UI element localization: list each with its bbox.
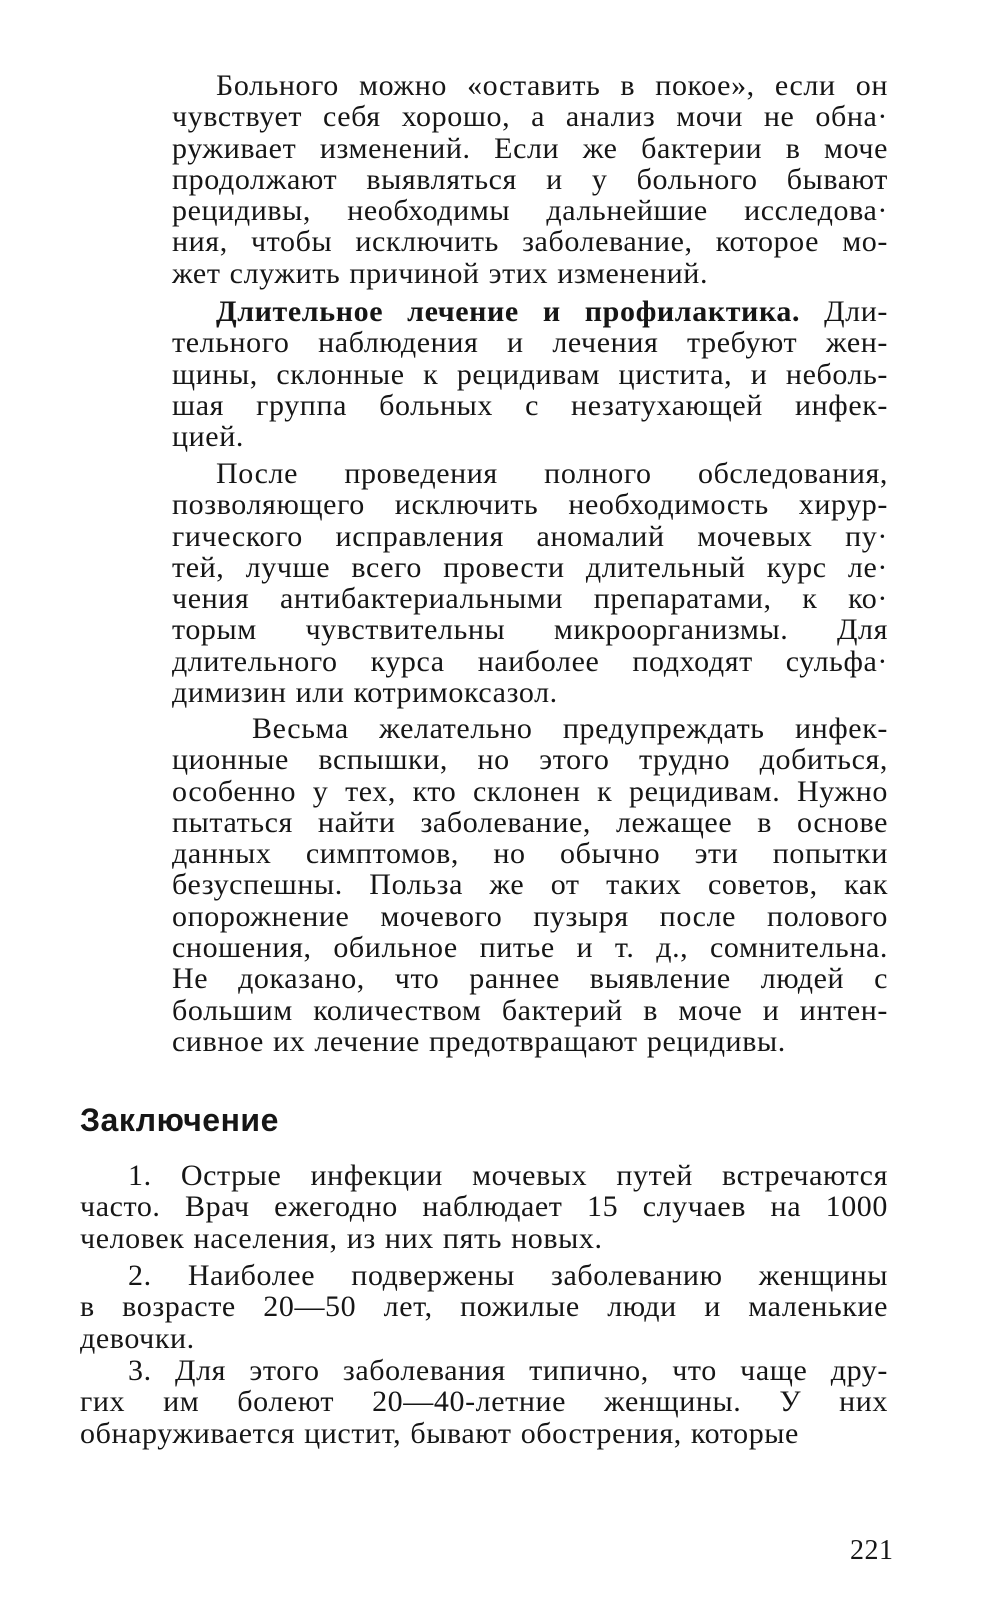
text-line: чения антибактериальными препаратами, к ко·: [172, 582, 888, 616]
text-line: щины, склонные к рецидивам цистита, и неболь-: [172, 357, 888, 391]
paragraph-1: [172, 70, 888, 289]
section-heading: Заключение: [80, 1102, 279, 1138]
text-line: сношения, обильное питье и т. д., сомнительна.: [172, 931, 888, 965]
text-line: жет служить причиной этих изменений.: [172, 256, 709, 290]
text-line: человек населения, из них пять новых.: [80, 1221, 603, 1255]
text-line: пытаться найти заболевание, лежащее в основе: [172, 805, 888, 839]
conclusion-item-2: [80, 1260, 888, 1354]
text-line: Не доказано, что раннее выявление людей с: [172, 962, 888, 996]
text-line: ционные вспышки, но этого трудно добиться,: [172, 743, 888, 777]
text-line: тей, лучше всего провести длительный курс ле·: [172, 550, 888, 584]
text-line: гих им болеют 20—40-летние женщины. У них: [80, 1385, 888, 1419]
text-line: шая группа больных с незатухающей инфек-: [172, 388, 888, 422]
conclusion-item-3: [80, 1355, 888, 1449]
text-line: 3. Для этого заболевания типично, что чаще дру-: [128, 1354, 888, 1387]
text-line: Больного можно «оставить в покое», если он: [216, 69, 888, 102]
conclusion-item-1: [80, 1160, 888, 1254]
text-line: обнаруживается цистит, бывают обострения, которые: [80, 1416, 799, 1450]
text-line: рецидивы, необходимы дальнейшие исследова·: [172, 194, 888, 228]
page-number: 221: [850, 1535, 894, 1566]
text-line: чувствует себя хорошо, а анализ мочи не обна·: [172, 100, 888, 134]
text-line-rest: Дли-: [800, 295, 888, 328]
text-line: Весьма желательно предупреждать инфек-: [252, 712, 888, 745]
text-line: опорожнение мочевого пузыря после полового: [172, 899, 888, 933]
paragraph-3: [172, 458, 888, 708]
paragraph-4: [172, 713, 888, 1057]
text-line: 1. Острые инфекции мочевых путей встречаются: [128, 1159, 888, 1192]
text-line: димизин или котримоксазол.: [172, 676, 558, 710]
text-line: После проведения полного обследования,: [216, 457, 888, 490]
paragraph-2: [172, 296, 888, 452]
text-line: сивное их лечение предотвращают рецидивы.: [172, 1024, 786, 1058]
text-line: длительного курса наиболее подходят сульфа·: [172, 644, 888, 678]
text-line: [172, 296, 888, 327]
text-line: 2. Наиболее подвержены заболеванию женщины: [128, 1259, 888, 1292]
text-line: в возрасте 20—50 лет, пожилые люди и маленькие: [80, 1290, 888, 1324]
text-line: гического исправления аномалий мочевых пу·: [172, 519, 888, 553]
text-line: часто. Врач ежегодно наблюдает 15 случаев на 1000: [80, 1190, 888, 1224]
text-line: девочки.: [80, 1321, 195, 1355]
text-line: цией.: [172, 420, 244, 454]
text-line: данных симптомов, но обычно эти попытки: [172, 837, 888, 871]
text-line: руживает изменений. Если же бактерии в моче: [172, 131, 888, 165]
text-line: торым чувствительны микроорганизмы. Для: [172, 613, 888, 647]
text-line: большим количеством бактерий в моче и интен-: [172, 993, 888, 1027]
text-line: продолжают выявляться и у больного бывают: [172, 162, 888, 196]
run-in-heading: Длительное лечение и профилактика.: [216, 295, 801, 328]
text-line: особенно у тех, кто склонен к рецидивам. Нужно: [172, 774, 888, 808]
text-line: безуспешны. Польза же от таких советов, как: [172, 868, 888, 902]
text-line: позволяющего исключить необходимость хирур-: [172, 488, 888, 522]
text-line: тельного наблюдения и лечения требуют жен-: [172, 326, 888, 360]
text-line: ния, чтобы исключить заболевание, которое мо-: [172, 225, 888, 259]
